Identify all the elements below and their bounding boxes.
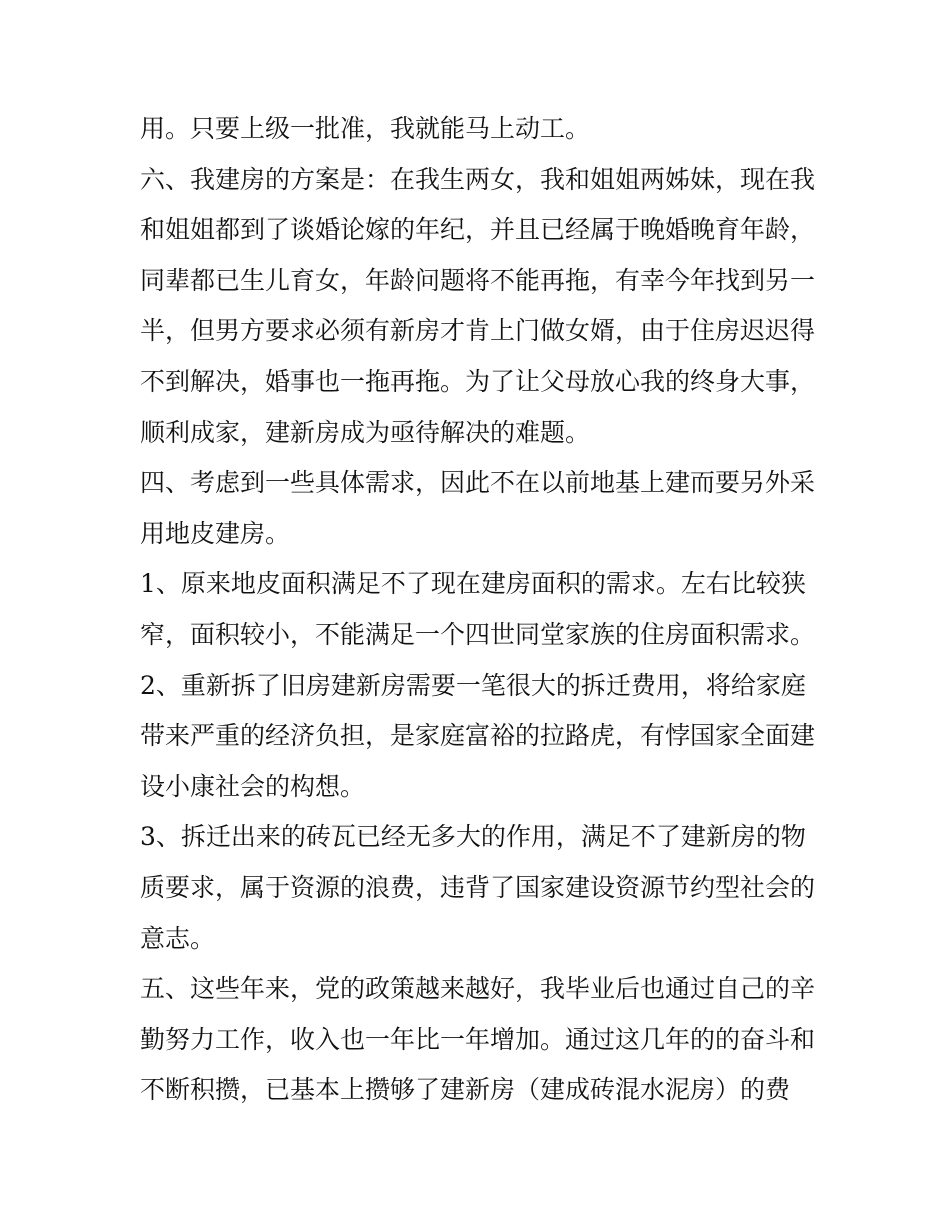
text-line: 2、重新拆了旧房建新房需要一笔很大的拆迁费用，将给家庭 [140,670,806,700]
text-line: 1、原来地皮面积满足不了现在建房面积的需求。左右比较狭 [140,569,806,599]
text-line: 3、拆迁出来的砖瓦已经无多大的作用，满足不了建新房的物 [140,822,806,852]
text-line: 六、我建房的方案是：在我生两女，我和姐姐两姊妹，现在我 [140,164,816,194]
text-line: 窄，面积较小，不能满足一个四世同堂家族的住房面积需求。 [140,619,816,649]
document-body [140,104,820,1116]
text-line: 同辈都已生儿育女，年龄问题将不能再拖，有幸今年找到另一 [140,265,816,295]
text-line: 用。只要上级一批准，我就能马上动工。 [140,114,591,143]
text-line: 五、这些年来，党的政策越来越好，我毕业后也通过自己的辛 [140,974,816,1004]
text-line: 顺利成家，建新房成为亟待解决的难题。 [140,417,591,447]
text-line: 半，但男方要求必须有新房才肯上门做女婿，由于住房迟迟得 [140,316,816,346]
text-line: 用地皮建房。 [140,518,291,548]
text-line: 不到解决，婚事也一拖再拖。为了让父母放心我的终身大事， [140,366,816,396]
text-line: 不断积攒，已基本上攒够了建新房（建成砖混水泥房）的费 [140,1075,791,1105]
text-line: 四、考虑到一些具体需求，因此不在以前地基上建而要另外采 [140,468,816,498]
text-line: 意志。 [140,923,216,953]
text-line: 设小康社会的构想。 [140,771,366,801]
text-line: 和姐姐都到了谈婚论嫁的年纪，并且已经属于晚婚晚育年龄， [140,215,816,245]
text-line: 质要求，属于资源的浪费，违背了国家建设资源节约型社会的 [140,872,816,902]
text-line: 带来严重的经济负担，是家庭富裕的拉路虎，有悖国家全面建 [140,721,816,751]
text-line: 勤努力工作，收入也一年比一年增加。通过这几年的的奋斗和 [140,1024,816,1054]
